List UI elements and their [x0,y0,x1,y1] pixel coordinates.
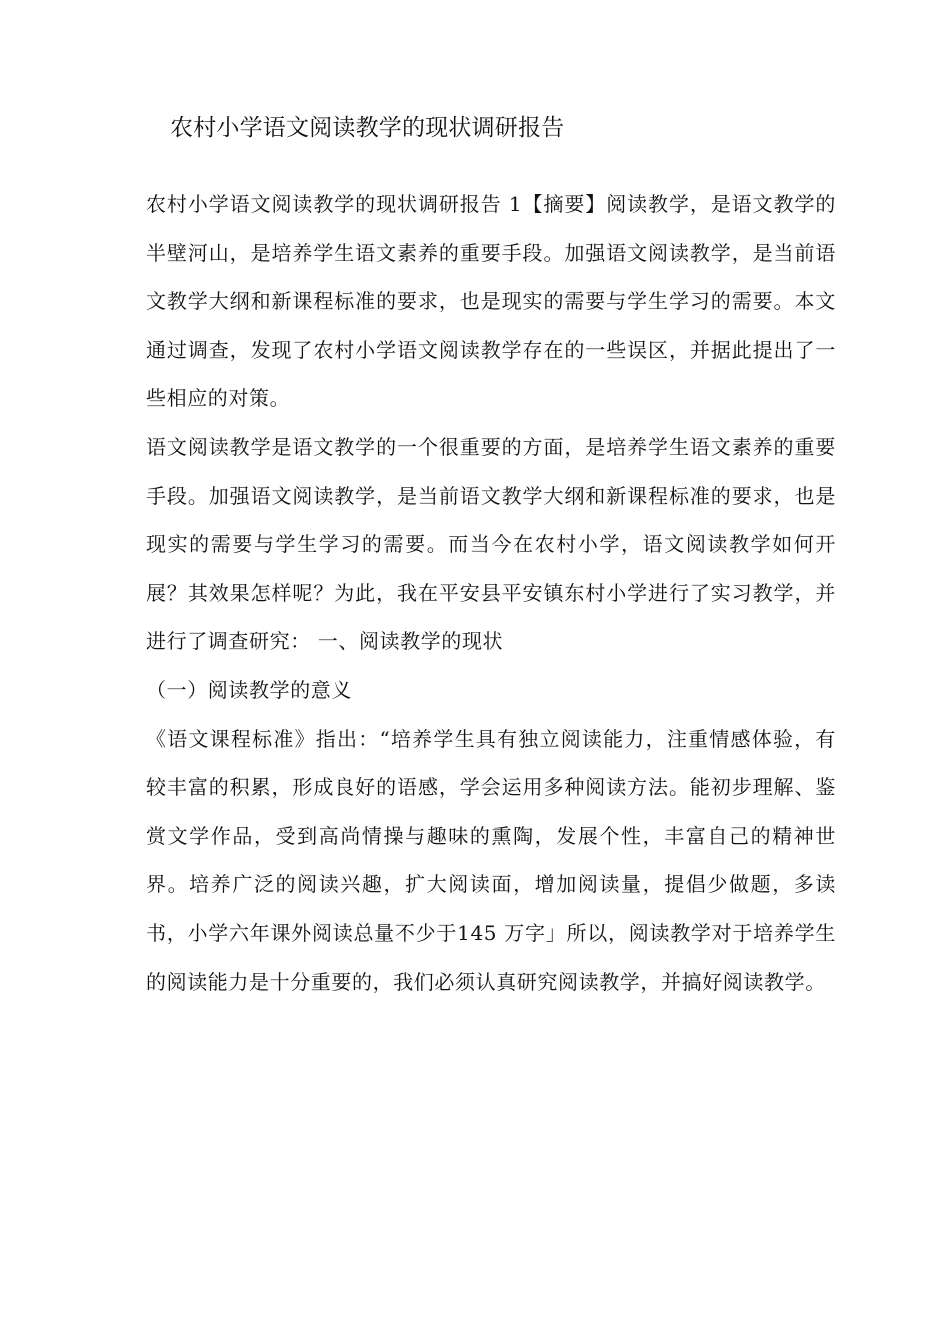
paragraph-introduction: 语文阅读教学是语文教学的一个很重要的方面，是培养学生语文素养的重要手段。加强语文阅读教学，是当前语文教学大纲和新课程标准的要求，也是现实的需要与学生学习的需要。而当今在农村小学，语文阅读教学如何开展？其效果怎样呢？为此，我在平安县平安镇东村小学进行了实习教学，并进行了调查研究： 一、阅读教学的现状 [146,434,836,654]
section-heading: （一）阅读教学的意义 [146,677,352,702]
paragraph-abstract: 农村小学语文阅读教学的现状调研报告 1【摘要】阅读教学，是语文教学的半壁河山，是培养学生语文素养的重要手段。加强语文阅读教学，是当前语文教学大纲和新课程标准的要求，也是现实的需要与学生学习的需要。本文通过调查，发现了农村小学语文阅读教学存在的一些误区，并据此提出了一些相应的对策。 [146,192,836,411]
document-body [146,180,836,1006]
paragraph-curriculum-standard: 《语文课程标准》指出：“培养学生具有独立阅读能力，注重情感体验，有较丰富的积累，形成良好的语感，学会运用多种阅读方法。能初步理解、鉴赏文学作品，受到高尚情操与趣味的熏陶，发展个性，丰富自己的精神世界。培养广泛的阅读兴趣，扩大阅读面，增加阅读量，提倡少做题，多读书，小学六年课外阅读总量不少于145 万字」所以，阅读教学对于培养学生的阅读能力是十分重要的，我们必须认真研究阅读教学，并搞好阅读教学。 [146,726,836,994]
document-title: 农村小学语文阅读教学的现状调研报告 [170,115,565,141]
